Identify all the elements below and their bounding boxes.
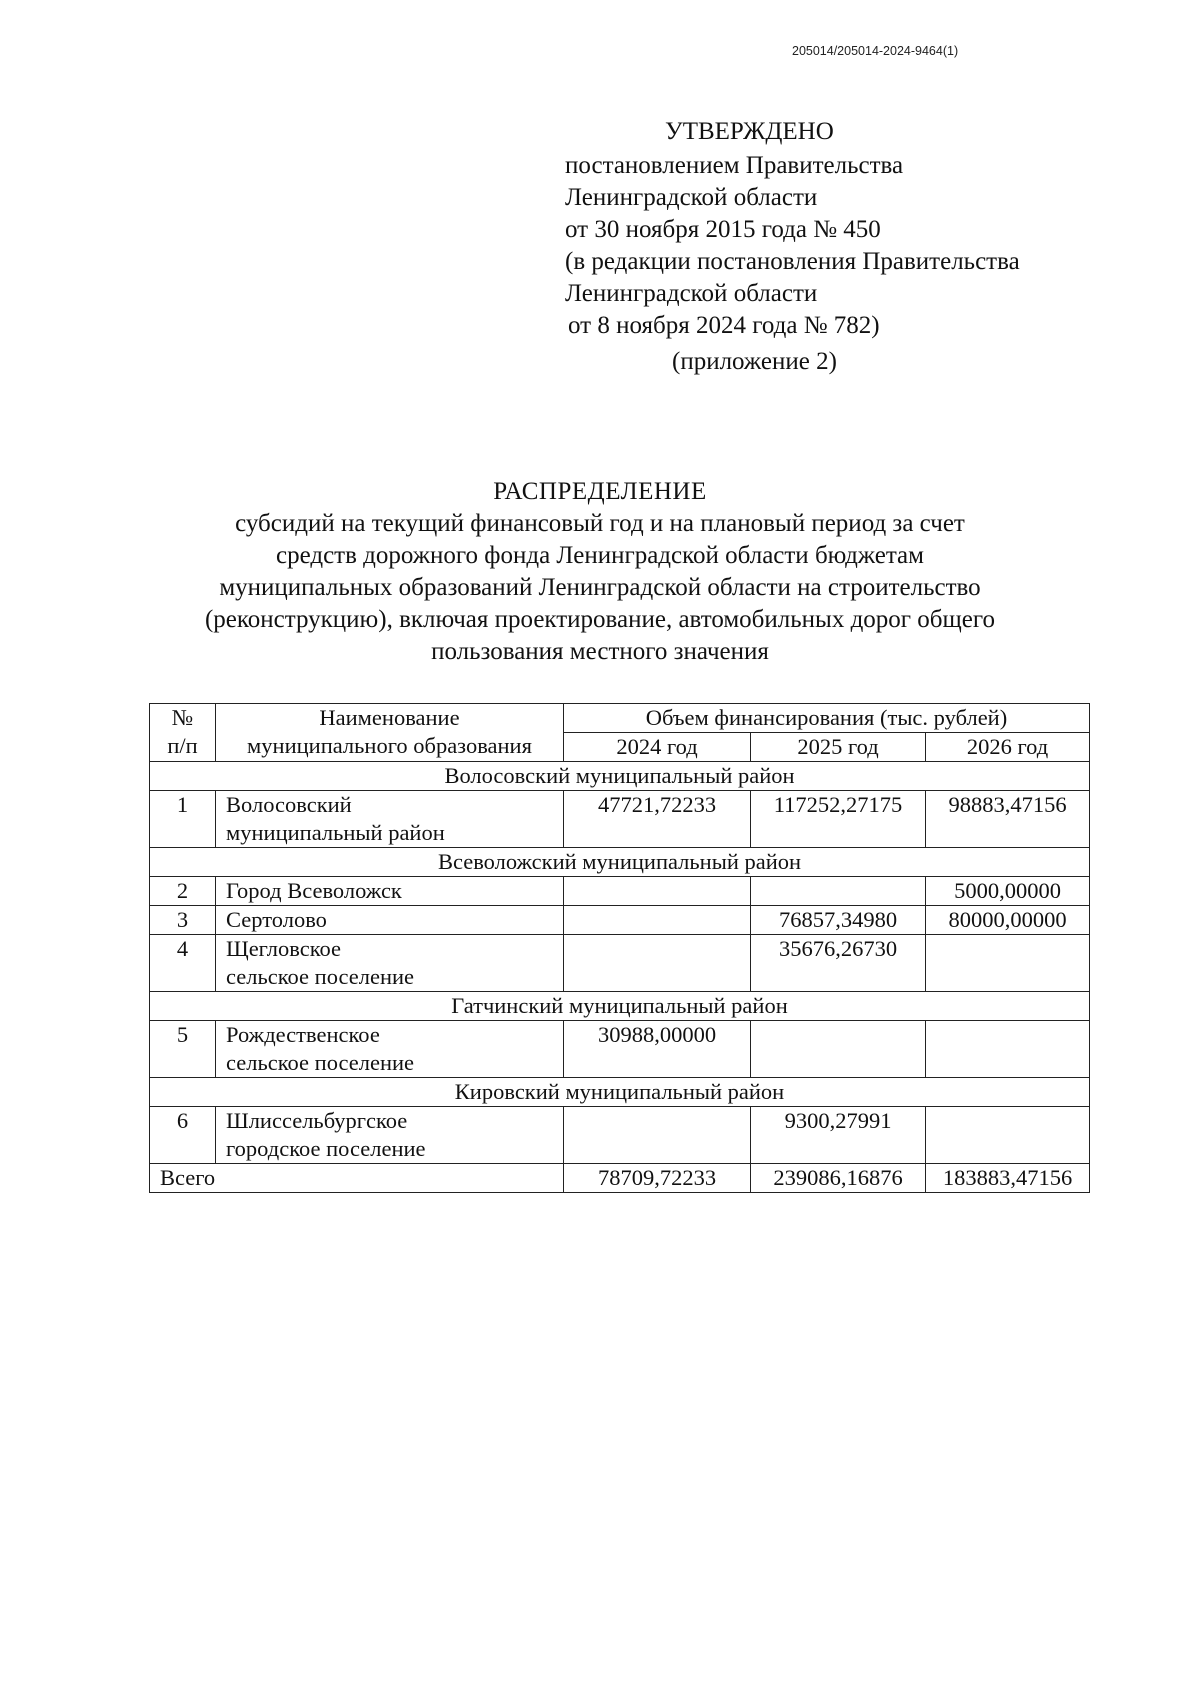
row-name	[216, 1021, 564, 1078]
value-2024	[564, 935, 751, 992]
approval-heading: УТВЕРЖДЕНО	[665, 118, 834, 145]
header-funding: Объем финансирования (тыс. рублей)	[564, 704, 1090, 733]
row-name	[216, 935, 564, 992]
row-no: 2	[150, 877, 216, 906]
row-name: Сертолово	[216, 906, 564, 935]
total-2024: 78709,72233	[564, 1164, 751, 1193]
header-name-line2: муниципального образования	[247, 733, 532, 758]
total-label: Всего	[150, 1164, 564, 1193]
value-2024: 30988,00000	[564, 1021, 751, 1078]
header-no-line1: №	[171, 705, 194, 730]
row-no: 4	[150, 935, 216, 992]
header-no	[150, 704, 216, 762]
district-name: Кировский муниципальный район	[150, 1078, 1090, 1107]
appendix-label: (приложение 2)	[672, 348, 837, 375]
table-row	[150, 935, 1090, 992]
document-id: 205014/205014-2024-9464(1)	[792, 44, 959, 58]
approval-line: (в редакции постановления Правительства	[565, 248, 1020, 275]
table-row	[150, 1107, 1090, 1164]
row-name-line1: Рождественское	[226, 1022, 380, 1047]
approval-line: постановлением Правительства	[565, 152, 904, 179]
title-line: муниципальных образований Ленинградской области на строительство	[219, 574, 981, 601]
row-name-line1: Шлиссельбургское	[226, 1108, 408, 1133]
row-name: Город Всеволожск	[216, 877, 564, 906]
value-2025: 35676,26730	[751, 935, 926, 992]
title-line: пользования местного значения	[431, 638, 769, 665]
district-row	[150, 848, 1090, 877]
header-year: 2024 год	[564, 733, 751, 762]
title-line: субсидий на текущий финансовый год и на плановый период за счет	[235, 510, 965, 537]
row-no: 3	[150, 906, 216, 935]
value-2024	[564, 1107, 751, 1164]
value-2025	[751, 877, 926, 906]
approval-line: Ленинградской области	[565, 184, 818, 211]
value-2025: 117252,27175	[751, 791, 926, 848]
row-name-line2: сельское поселение	[226, 964, 415, 989]
approval-line: Ленинградской области	[565, 280, 818, 307]
value-2026	[926, 935, 1090, 992]
total-2025: 239086,16876	[751, 1164, 926, 1193]
total-row	[150, 1164, 1090, 1193]
value-2025: 9300,27991	[751, 1107, 926, 1164]
value-2024: 47721,72233	[564, 791, 751, 848]
value-2024	[564, 877, 751, 906]
district-name: Волосовский муниципальный район	[150, 762, 1090, 791]
approval-line: от 8 ноября 2024 года № 782)	[568, 312, 880, 339]
header-name-line1: Наименование	[319, 705, 460, 730]
distribution-table	[149, 703, 1090, 1193]
title-line: (реконструкцию), включая проектирование, автомобильных дорог общего	[204, 606, 995, 633]
value-2026: 98883,47156	[926, 791, 1090, 848]
district-row	[150, 1078, 1090, 1107]
table-row	[150, 791, 1090, 848]
header-row	[150, 704, 1090, 733]
total-2026: 183883,47156	[926, 1164, 1090, 1193]
row-name-line1: Щегловское	[226, 936, 342, 961]
value-2026	[926, 1021, 1090, 1078]
row-name-line2: муниципальный район	[226, 820, 445, 845]
value-2025: 76857,34980	[751, 906, 926, 935]
row-name-line2: сельское поселение	[226, 1050, 415, 1075]
value-2026: 80000,00000	[926, 906, 1090, 935]
row-no: 6	[150, 1107, 216, 1164]
district-row	[150, 992, 1090, 1021]
header-name	[216, 704, 564, 762]
value-2026: 5000,00000	[926, 877, 1090, 906]
district-row	[150, 762, 1090, 791]
row-no: 5	[150, 1021, 216, 1078]
district-name: Всеволожский муниципальный район	[150, 848, 1090, 877]
table-row	[150, 1021, 1090, 1078]
table-row	[150, 877, 1090, 906]
value-2025	[751, 1021, 926, 1078]
approval-line: от 30 ноября 2015 года № 450	[565, 216, 881, 243]
header-year: 2026 год	[926, 733, 1090, 762]
title-main: РАСПРЕДЕЛЕНИЕ	[493, 478, 707, 505]
row-name	[216, 791, 564, 848]
row-name-line1: Волосовский	[226, 792, 352, 817]
row-no: 1	[150, 791, 216, 848]
table-row	[150, 906, 1090, 935]
row-name	[216, 1107, 564, 1164]
title-line: средств дорожного фонда Ленинградской области бюджетам	[276, 542, 924, 569]
header-no-line2: п/п	[167, 733, 198, 758]
header-year: 2025 год	[751, 733, 926, 762]
value-2026	[926, 1107, 1090, 1164]
row-name-line2: городское поселение	[226, 1136, 426, 1161]
value-2024	[564, 906, 751, 935]
district-name: Гатчинский муниципальный район	[150, 992, 1090, 1021]
document-title	[0, 476, 1200, 668]
